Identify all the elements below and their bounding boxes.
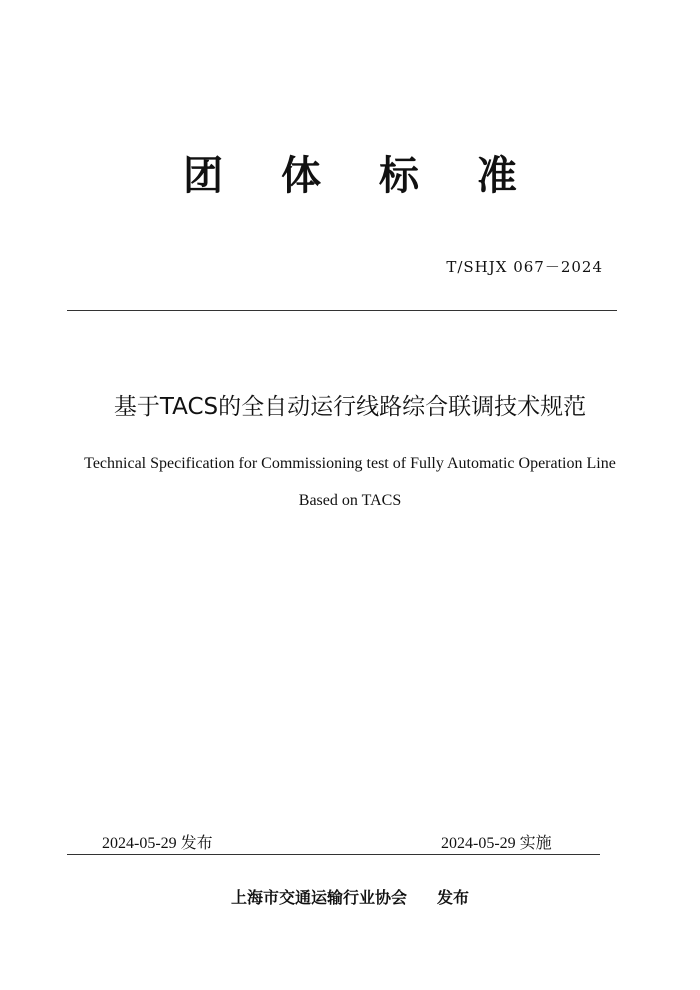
- issuer-line: [0, 886, 700, 910]
- english-title-line-1: Technical Specification for Commissioning test of Fully Automatic Operation Line: [84, 455, 616, 472]
- header-divider: [67, 310, 617, 311]
- standard-number: T/SHJX 067－2024: [446, 258, 603, 276]
- issuing-organization: 上海市交通运输行业协会: [230, 888, 407, 907]
- implementation-date: 2024-05-29 实施: [441, 835, 552, 852]
- chinese-title: 基于TACS的全自动运行线路综合联调技术规范: [113, 394, 587, 420]
- footer-divider: [67, 854, 600, 855]
- issue-date: 2024-05-29 发布: [102, 835, 213, 852]
- standard-type-heading: 团 体 标 准: [183, 153, 539, 199]
- issue-action: 发布: [437, 888, 470, 907]
- english-title-line-2: Based on TACS: [298, 492, 402, 509]
